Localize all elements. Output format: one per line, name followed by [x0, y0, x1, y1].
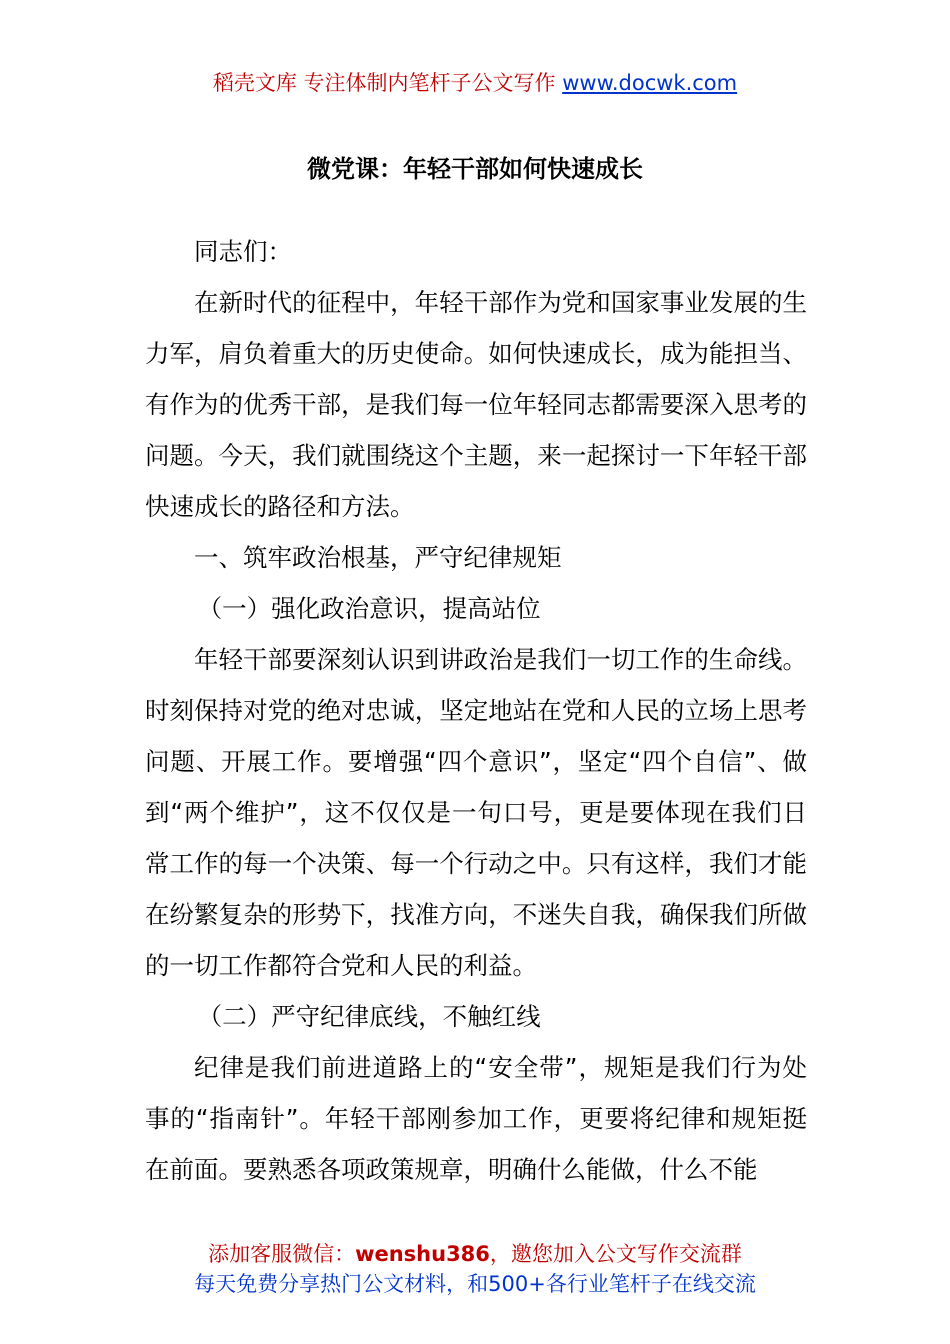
- body-paragraph-1: 年轻干部要深刻认识到讲政治是我们一切工作的生命线。时刻保持对党的绝对忠诚，坚定地站在党和人民的立场上思考问题、开展工作。要增强“四个意识”，坚定“四个自信”、做到“两个维护”，这不仅仅是一句口号，更是要体现在我们日常工作的每一个决策、每一个行动之中。只有这样，我们才能在纷繁复杂的形势下，找准方向，不迷失自我，确保我们所做的一切工作都符合党和人民的利益。: [145, 645, 807, 980]
- page-footer: [0, 1239, 950, 1299]
- page-header: [0, 68, 950, 98]
- subsection-heading-2: （二）严守纪律底线，不触红线: [197, 1002, 541, 1031]
- document-title: 微党课：年轻干部如何快速成长: [307, 155, 643, 183]
- intro-paragraph: 在新时代的征程中，年轻干部作为党和国家事业发展的生力军，肩负着重大的历史使命。如何快速成长，成为能担当、有作为的优秀干部，是我们每一位年轻同志都需要深入思考的问题。今天，我们就围绕这个主题，来一起探讨一下年轻干部快速成长的路径和方法。: [145, 288, 807, 521]
- footer-wechat-prefix: 添加客服微信：: [208, 1242, 356, 1266]
- footer-wechat-id: wenshu386: [355, 1242, 490, 1266]
- header-url-link[interactable]: www.docwk.com: [562, 71, 738, 95]
- salutation: 同志们：: [194, 237, 292, 266]
- footer-wechat-suffix: ，邀您加入公文写作交流群: [489, 1242, 742, 1266]
- subsection-heading-1: （一）强化政治意识，提高站位: [197, 594, 541, 623]
- footer-line-promo: 每天免费分享热门公文材料，和500+各行业笔杆子在线交流: [194, 1272, 756, 1296]
- body-paragraph-2: 纪律是我们前进道路上的“安全带”，规矩是我们行为处事的“指南针”。年轻干部刚参加工作，更要将纪律和规矩挺在前面。要熟悉各项政策规章，明确什么能做，什么不能: [145, 1053, 807, 1184]
- header-brand: 稻壳文库 专注体制内笔杆子公文写作: [212, 71, 556, 95]
- section-heading-1: 一、筑牢政治根基，严守纪律规矩: [194, 543, 562, 572]
- document-body: [145, 226, 807, 1195]
- footer-line-wechat: [0, 1239, 950, 1269]
